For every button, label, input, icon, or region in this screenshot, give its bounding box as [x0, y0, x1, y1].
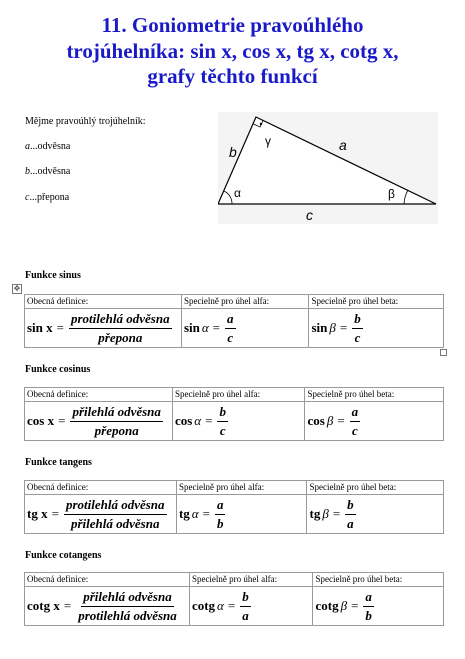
angle: β — [329, 320, 336, 335]
fn-var: x — [46, 320, 53, 335]
formula-alpha: sin α = $\frac{a}{c}$ — [181, 309, 309, 348]
formula-general: cotg x = $\frac{\text{přilehlá odvěsna}}{\text{protilehlá odvěsna}}$ — [25, 587, 190, 626]
side-c-label: c — [306, 207, 313, 223]
fn-name: cotg — [315, 598, 339, 613]
header-beta: Specielně pro úhel beta: — [305, 388, 444, 402]
header-alpha: Specielně pro úhel alfa: — [181, 295, 309, 309]
section-heading-cotangens: Funkce cotangens — [25, 550, 102, 561]
angle: α — [194, 413, 202, 428]
numerator: protilehlá odvěsna — [64, 497, 167, 515]
fn-name: tg — [178, 506, 190, 521]
numerator: a — [225, 311, 236, 329]
fn-var: x — [53, 598, 60, 613]
fn-name: sin — [27, 320, 43, 335]
formula-beta: cotg β = $\frac{a}{b}$ — [313, 587, 444, 626]
section-heading-cosinus: Funkce cosinus — [25, 364, 91, 375]
header-alpha: Specielně pro úhel alfa: — [189, 573, 313, 587]
header-general: Obecná definice: — [25, 573, 190, 587]
fn-var: x — [41, 506, 48, 521]
fn-name: cos — [307, 413, 325, 428]
header-general: Obecná definice: — [25, 388, 173, 402]
section-heading-sinus: Funkce sinus — [25, 270, 81, 281]
formula-alpha: cotg α = $\frac{b}{a}$ — [189, 587, 313, 626]
fn-var: x — [47, 413, 55, 428]
fn-name: cotg — [191, 598, 216, 613]
page-title-line-2: trojúhelníka: sin x, cos x, tg x, cotg x, — [66, 39, 399, 63]
numerator: protilehlá odvěsna — [69, 311, 172, 329]
formula-general: sin x = $\frac{\text{protilehlá odvěsna}}{\text{přepona}}$ — [25, 309, 182, 348]
denominator: přepona — [98, 329, 143, 345]
page-title-line-3: grafy těchto funkcí — [147, 64, 318, 88]
numerator: b — [217, 404, 228, 422]
denominator: c — [354, 329, 361, 345]
numerator: a — [215, 497, 226, 515]
angle: β — [326, 413, 334, 428]
fn-name: sin — [183, 320, 200, 335]
right-triangle-diagram — [218, 112, 438, 224]
gamma-label: γ — [265, 134, 271, 148]
fn-name: sin — [311, 320, 328, 335]
denominator: přepona — [94, 422, 139, 438]
denominator: protilehlá odvěsna — [78, 607, 177, 623]
denominator: a — [242, 607, 249, 623]
angle: β — [340, 598, 348, 613]
intro-text: Mějme pravoúhlý trojúhelník: — [25, 116, 146, 127]
intro-desc: ...odvěsna — [30, 166, 71, 177]
intro-item-c — [25, 192, 69, 203]
numerator: přilehlá odvěsna — [70, 404, 162, 422]
fn-name: cotg — [27, 598, 51, 613]
formula-beta: tg β = $\frac{b}{a}$ — [307, 495, 444, 534]
header-alpha: Specielně pro úhel alfa: — [172, 388, 305, 402]
alpha-label: α — [234, 186, 241, 200]
header-beta: Specielně pro úhel beta: — [309, 295, 444, 309]
denominator: c — [219, 422, 226, 438]
fn-name: cos — [27, 413, 45, 428]
header-beta: Specielně pro úhel beta: — [307, 481, 444, 495]
formula-alpha: tg α = $\frac{a}{b}$ — [176, 495, 307, 534]
angle: α — [201, 320, 209, 335]
sinus-table — [24, 294, 444, 348]
intro-item-a — [25, 141, 70, 152]
angle: β — [322, 506, 329, 521]
formula-beta: sin β = $\frac{b}{c}$ — [309, 309, 444, 348]
formula-beta: cos β = $\frac{a}{c}$ — [305, 402, 444, 441]
header-alpha: Specielně pro úhel alfa: — [176, 481, 307, 495]
tangens-table — [24, 480, 444, 534]
numerator: b — [345, 497, 356, 515]
numerator: b — [240, 589, 251, 607]
cosinus-table — [24, 387, 444, 441]
section-heading-tangens: Funkce tangens — [25, 457, 92, 468]
header-beta: Specielně pro úhel beta: — [313, 573, 444, 587]
side-b-label: b — [229, 144, 237, 160]
intro-item-b — [25, 166, 70, 177]
numerator: b — [352, 311, 363, 329]
intro-letter: c — [25, 192, 30, 203]
numerator: a — [363, 589, 374, 607]
angle: α — [217, 598, 224, 613]
fn-name: tg — [309, 506, 321, 521]
table-resize-handle-icon[interactable] — [440, 349, 447, 356]
numerator: přilehlá odvěsna — [81, 589, 173, 607]
denominator: b — [216, 515, 224, 531]
header-general: Obecná definice: — [25, 481, 177, 495]
table-move-handle-icon[interactable]: ✥ — [13, 284, 21, 293]
denominator: a — [347, 515, 354, 531]
cotangens-table — [24, 572, 444, 626]
header-general: Obecná definice: — [25, 295, 182, 309]
intro-desc: ...přepona — [29, 192, 70, 203]
intro-letter: a — [25, 141, 30, 152]
denominator: b — [365, 607, 372, 623]
formula-general: cos x = $\frac{\text{přilehlá odvěsna}}{\text{přepona}}$ — [25, 402, 173, 441]
right-angle-dot — [260, 123, 262, 125]
angle: α — [191, 506, 199, 521]
page-title-line-1: 11. Goniometrie pravoúhlého — [101, 13, 364, 37]
numerator: a — [350, 404, 361, 422]
formula-alpha: cos α = $\frac{b}{c}$ — [172, 402, 305, 441]
intro-desc: ...odvěsna — [30, 141, 71, 152]
side-a-label: a — [339, 137, 347, 153]
fn-name: tg — [27, 506, 38, 521]
beta-label: β — [388, 187, 395, 201]
fn-name: cos — [174, 413, 193, 428]
denominator: přilehlá odvěsna — [70, 515, 160, 531]
intro-letter: b — [25, 166, 30, 177]
denominator: c — [352, 422, 358, 438]
formula-general: tg x = $\frac{\text{protilehlá odvěsna}}{\text{přilehlá odvěsna}}$ — [25, 495, 177, 534]
denominator: c — [227, 329, 234, 345]
